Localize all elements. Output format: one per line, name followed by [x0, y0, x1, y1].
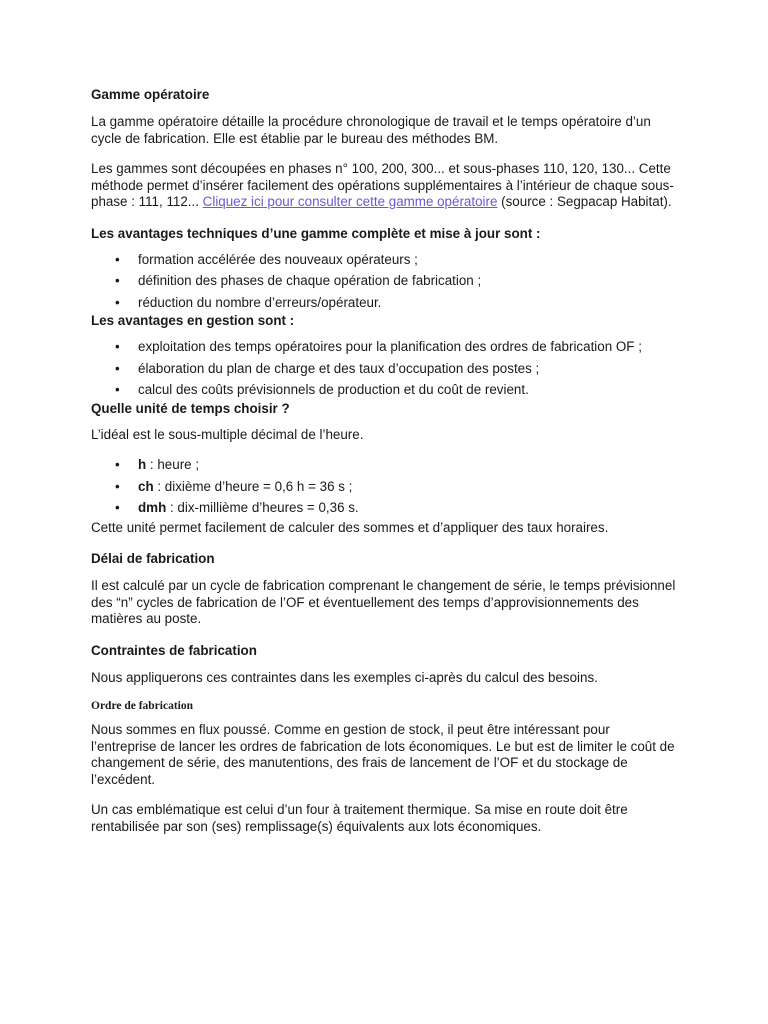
section-title-lead-time: Délai de fabrication	[91, 551, 215, 566]
paragraph-heat-treatment: Un cas emblématique est celui d’un four à traitement thermique. Sa mise en route doit être rentabilisée par son (ses) remplissage(s) équivalents aux lots économiques.	[91, 802, 628, 834]
bullet-icon: •	[115, 457, 120, 472]
section-title-time-unit: Quelle unité de temps choisir ?	[91, 400, 290, 416]
section-title-tech-advantages: Les avantages techniques d’une gamme complète et mise à jour sont :	[91, 225, 541, 241]
paragraph-time-unit-usage: Cette unité permet facilement de calculer des sommes et d’appliquer des taux horaires.	[91, 519, 609, 535]
paragraph-production-order: Nous sommes en flux poussé. Comme en gestion de stock, il peut être intéressant pour l’entreprise de lancer les ordres de fabrication de lots économiques. Le but est de limiter le coût de changement de série, des manutentions, des frais de lancement de l’OF et du stockage de l’excédent.	[91, 722, 675, 787]
bullet-icon: •	[115, 339, 120, 354]
paragraph-gamme-source: (source : Segpacap Habitat).	[497, 194, 672, 209]
bullet-icon: •	[115, 273, 120, 288]
list-item: • définition des phases de chaque opération de fabrication ;	[115, 273, 482, 288]
bullet-icon: •	[115, 382, 120, 397]
list-item: • élaboration du plan de charge et des taux d’occupation des postes ;	[115, 360, 540, 376]
list-item: • ch : dixième d’heure = 0,6 h = 36 s ;	[115, 478, 353, 494]
list-item: • réduction du nombre d’erreurs/opérateur.	[115, 294, 382, 310]
list-item: • exploitation des temps opératoires pour la planification des ordres de fabrication OF ;	[115, 339, 642, 354]
section-title-gestion-advantages: Les avantages en gestion sont :	[91, 313, 295, 328]
paragraph-constraints: Nous appliquerons ces contraintes dans les exemples ci-après du calcul des besoins.	[91, 669, 598, 685]
bullet-icon: •	[115, 251, 120, 267]
bullet-icon: •	[115, 478, 120, 494]
gamme-link[interactable]: Cliquez ici pour consulter cette gamme opératoire	[202, 194, 498, 209]
paragraph-gamme-definition: La gamme opératoire détaille la procédure chronologique de travail et le temps opératoire d’un cycle de fabrication. Elle est établie par le bureau des méthodes BM.	[91, 114, 651, 146]
bullet-icon: •	[115, 294, 120, 310]
paragraph-lead-time: Il est calculé par un cycle de fabrication comprenant le changement de série, le temps prévisionnel des “n” cycles de fabrication de l’OF et éventuellement des temps d’approvisionnements des matières au poste.	[91, 578, 676, 626]
paragraph-gamme-phases-text: Les gammes sont découpées en phases n° 100, 200, 300... et sous-phases 110, 120, 130... Cette méthode permet d’insérer facilement des opérations supplémentaires à l’intérieur de chaque sous-phase : 111, 112...	[91, 161, 674, 209]
tech-advantages-list	[91, 252, 676, 312]
section-title-gamme: Gamme opératoire	[91, 87, 210, 102]
gestion-advantages-list	[91, 339, 676, 399]
document-page	[91, 86, 676, 835]
section-title-constraints: Contraintes de fabrication	[91, 642, 257, 658]
bullet-icon: •	[115, 500, 120, 515]
time-unit-list	[91, 457, 676, 517]
paragraph-time-unit-ideal: L’idéal est le sous-multiple décimal de l’heure.	[91, 426, 364, 442]
list-item: • formation accélérée des nouveaux opérateurs ;	[115, 251, 418, 267]
section-title-production-order: Ordre de fabrication	[91, 700, 193, 712]
list-item: • dmh : dix-millième d’heures = 0,36 s.	[115, 500, 359, 515]
paragraph-gamme-phases	[91, 161, 676, 211]
bullet-icon: •	[115, 360, 120, 376]
list-item: • h : heure ;	[115, 457, 200, 472]
list-item: • calcul des coûts prévisionnels de production et du coût de revient.	[115, 382, 529, 397]
